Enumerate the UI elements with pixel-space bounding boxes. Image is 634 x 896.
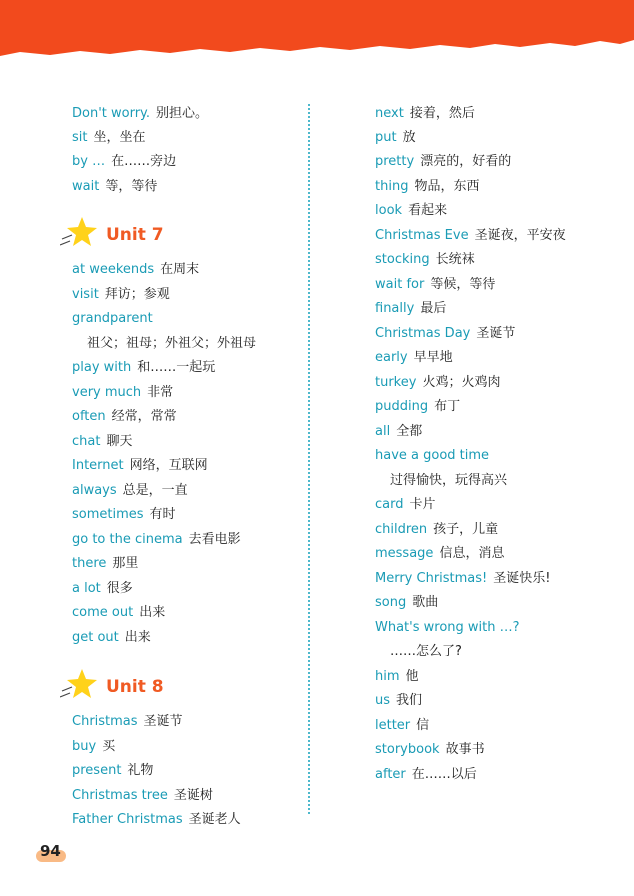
star-icon — [60, 215, 98, 251]
vocab-entry — [72, 630, 151, 646]
word-zh: 在……旁边 — [111, 154, 177, 169]
word-en: pretty — [375, 154, 415, 169]
word-en: play with — [72, 360, 132, 375]
word-zh: 圣诞树 — [173, 788, 213, 803]
word-zh: 别担心。 — [156, 106, 209, 121]
word-en: a lot — [72, 581, 101, 596]
vocab-entry — [72, 714, 183, 730]
vocab-entry — [72, 360, 215, 376]
word-zh: 总是，一直 — [122, 483, 188, 498]
word-en: visit — [72, 287, 99, 302]
vocab-entry — [375, 350, 453, 366]
vocab-entry — [72, 507, 176, 523]
word-en: sit — [72, 130, 88, 145]
word-en: What's wrong with …? — [375, 620, 520, 635]
word-zh: 孩子，儿童 — [433, 522, 499, 537]
word-zh: 出来 — [139, 605, 166, 620]
star-icon — [60, 667, 98, 703]
word-zh: 圣诞老人 — [188, 812, 241, 827]
word-zh: 他 — [405, 669, 419, 684]
unit-8-heading: Unit 8 — [106, 677, 164, 697]
word-zh: 和……一起玩 — [137, 360, 216, 375]
word-en: chat — [72, 434, 101, 449]
word-en: next — [375, 106, 404, 121]
vocab-entry — [72, 458, 208, 474]
vocab-entry — [72, 130, 146, 146]
word-en: us — [375, 693, 391, 708]
word-zh: 圣诞快乐! — [493, 571, 551, 586]
word-en: message — [375, 546, 434, 561]
word-en: Christmas tree — [72, 788, 168, 803]
vocab-entry — [390, 473, 507, 489]
word-zh: 拜访；参观 — [104, 287, 170, 302]
vocab-entry — [375, 448, 489, 464]
word-zh: ……怎么了? — [390, 644, 462, 659]
vocab-entry — [72, 154, 176, 170]
word-zh: 故事书 — [445, 742, 485, 757]
vocab-entry — [375, 522, 498, 538]
top-banner — [0, 0, 634, 62]
word-zh: 祖父；祖母；外祖父；外祖母 — [87, 336, 257, 351]
word-en: pudding — [375, 399, 429, 414]
vocab-entry — [375, 595, 438, 611]
vocab-entry — [375, 130, 416, 146]
vocab-entry — [72, 605, 165, 621]
vocab-entry — [375, 718, 429, 734]
vocab-entry — [72, 788, 213, 804]
word-zh: 漂亮的，好看的 — [420, 154, 512, 169]
word-zh: 等，等待 — [105, 179, 158, 194]
word-zh: 等候，等待 — [430, 277, 496, 292]
word-en: present — [72, 763, 122, 778]
word-zh: 圣诞节 — [143, 714, 183, 729]
word-zh: 在……以后 — [411, 767, 477, 782]
word-zh: 网络，互联网 — [129, 458, 208, 473]
word-en: stocking — [375, 252, 430, 267]
word-en: Christmas Day — [375, 326, 471, 341]
word-zh: 信息，消息 — [439, 546, 505, 561]
word-zh: 圣诞节 — [476, 326, 516, 341]
word-en: finally — [375, 301, 415, 316]
word-en: sometimes — [72, 507, 144, 522]
vocab-entry — [375, 277, 495, 293]
word-zh: 物品，东西 — [414, 179, 480, 194]
vocab-entry — [375, 742, 485, 758]
vocab-entry — [72, 179, 157, 195]
word-zh: 歌曲 — [412, 595, 439, 610]
word-zh: 礼物 — [127, 763, 154, 778]
vocab-entry — [375, 154, 511, 170]
vocab-entry — [375, 179, 479, 195]
vocab-entry — [375, 301, 446, 317]
vocab-entry — [375, 399, 460, 415]
word-zh: 出来 — [124, 630, 151, 645]
word-zh: 最后 — [420, 301, 447, 316]
column-divider — [308, 104, 310, 814]
word-zh: 全都 — [396, 424, 423, 439]
word-zh: 聊天 — [106, 434, 133, 449]
vocab-entry — [72, 763, 153, 779]
word-zh: 坐，坐在 — [93, 130, 146, 145]
word-en: letter — [375, 718, 411, 733]
word-zh: 长统袜 — [435, 252, 475, 267]
word-en: all — [375, 424, 391, 439]
word-en: wait for — [375, 277, 425, 292]
word-en: after — [375, 767, 406, 782]
word-zh: 火鸡；火鸡肉 — [422, 375, 501, 390]
word-zh: 布丁 — [434, 399, 461, 414]
vocab-entry — [375, 252, 475, 268]
vocab-entry — [72, 739, 115, 755]
word-zh: 有时 — [149, 507, 176, 522]
vocab-entry — [375, 693, 422, 709]
vocab-entry — [72, 434, 132, 450]
vocab-entry — [72, 262, 199, 278]
vocab-entry — [375, 767, 477, 783]
vocab-entry — [375, 424, 422, 440]
vocab-entry — [72, 483, 188, 499]
word-en: come out — [72, 605, 134, 620]
word-en: there — [72, 556, 107, 571]
word-en: very much — [72, 385, 142, 400]
vocab-entry — [375, 620, 520, 636]
word-zh: 买 — [102, 739, 116, 754]
word-en: go to the cinema — [72, 532, 183, 547]
vocab-entry — [87, 336, 256, 352]
word-en: card — [375, 497, 404, 512]
unit-7-heading: Unit 7 — [106, 225, 164, 245]
word-zh: 放 — [402, 130, 416, 145]
word-en: Don't worry. — [72, 106, 151, 121]
word-zh: 去看电影 — [188, 532, 241, 547]
word-en: Merry Christmas! — [375, 571, 488, 586]
word-zh: 那里 — [112, 556, 139, 571]
vocab-entry — [375, 669, 419, 685]
vocab-entry — [72, 385, 173, 401]
word-zh: 看起来 — [408, 203, 448, 218]
word-en: grandparent — [72, 311, 153, 326]
word-en: always — [72, 483, 117, 498]
vocab-entry — [375, 228, 566, 244]
vocab-entry — [72, 556, 138, 572]
vocab-entry — [375, 375, 500, 391]
vocab-entry — [72, 311, 153, 327]
word-en: early — [375, 350, 408, 365]
word-en: get out — [72, 630, 119, 645]
word-zh: 卡片 — [409, 497, 436, 512]
vocab-entry — [375, 326, 515, 342]
word-zh: 经常，常常 — [111, 409, 177, 424]
word-en: Internet — [72, 458, 124, 473]
vocab-entry — [375, 106, 475, 122]
word-zh: 很多 — [106, 581, 133, 596]
word-en: look — [375, 203, 403, 218]
word-zh: 早早地 — [413, 350, 453, 365]
word-en: have a good time — [375, 448, 490, 463]
word-en: Christmas Eve — [375, 228, 469, 243]
word-en: by … — [72, 154, 106, 169]
word-en: put — [375, 130, 397, 145]
word-en: Father Christmas — [72, 812, 183, 827]
banner-shape — [0, 0, 634, 56]
word-en: often — [72, 409, 106, 424]
word-en: wait — [72, 179, 100, 194]
word-en: him — [375, 669, 400, 684]
word-en: children — [375, 522, 428, 537]
word-en: song — [375, 595, 407, 610]
word-en: turkey — [375, 375, 417, 390]
vocab-entry — [72, 106, 208, 122]
vocab-entry — [375, 571, 550, 587]
word-en: buy — [72, 739, 97, 754]
word-zh: 过得愉快，玩得高兴 — [390, 473, 508, 488]
vocab-entry — [375, 546, 504, 562]
vocab-entry — [72, 581, 133, 597]
word-zh: 我们 — [396, 693, 423, 708]
page-number: 94 — [40, 842, 61, 860]
word-en: storybook — [375, 742, 440, 757]
word-zh: 非常 — [147, 385, 174, 400]
vocab-entry — [375, 497, 436, 513]
vocab-entry — [72, 287, 170, 303]
word-en: Christmas — [72, 714, 138, 729]
word-en: thing — [375, 179, 409, 194]
word-zh: 接着，然后 — [409, 106, 475, 121]
vocab-entry — [390, 644, 462, 660]
vocab-entry — [375, 203, 447, 219]
word-zh: 圣诞夜，平安夜 — [474, 228, 566, 243]
word-zh: 信 — [416, 718, 430, 733]
vocab-entry — [72, 532, 241, 548]
word-en: at weekends — [72, 262, 155, 277]
vocab-entry — [72, 812, 241, 828]
vocab-entry — [72, 409, 177, 425]
word-zh: 在周末 — [160, 262, 200, 277]
